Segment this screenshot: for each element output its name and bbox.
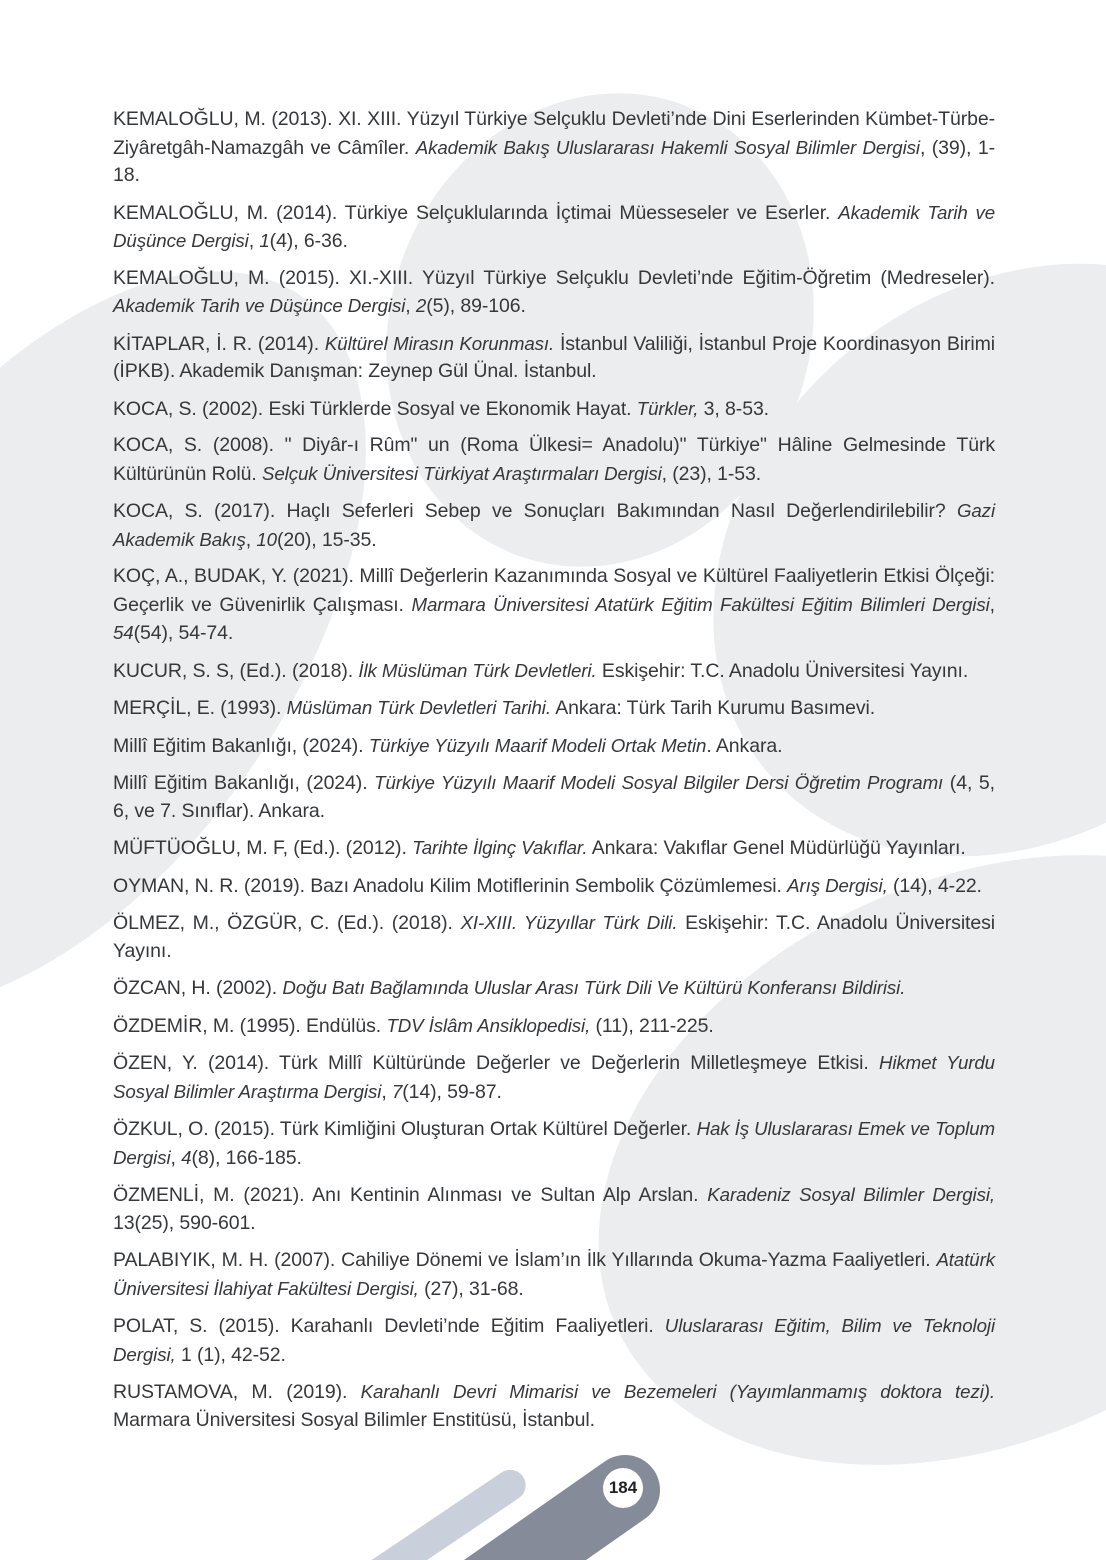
reference-text-segment: KOÇ, A., BUDAK, Y. (2021). Millî Değerlerin Kazanımında Sosyal ve Kültürel Faaliyetlerin Etkisi Ölçeği: Geçerlik ve Güvenirlik Çalışması. <box>113 565 995 616</box>
reference-text-segment: ÖZCAN, H. (2002). <box>113 977 283 999</box>
reference-text-segment: 1 (1), 42-52. <box>175 1343 286 1366</box>
reference-journal-segment: Karahanlı Devri Mimarisi ve Bezemeleri (Yayımlanmamış doktora tezi). <box>360 1381 995 1402</box>
reference-text-segment: KOCA, S. (2017). Haçlı Seferleri Sebep ve Sonuçları Bakımından Nasıl Değerlendirilebilir? <box>113 500 957 522</box>
reference-text-segment: MÜFTÜOĞLU, M. F, (Ed.). (2012). <box>113 837 413 859</box>
reference-item <box>113 1312 995 1369</box>
reference-item <box>113 694 995 723</box>
reference-text-segment: , <box>245 528 257 551</box>
reference-text-segment: MERÇİL, E. (1993). <box>113 697 287 719</box>
reference-item <box>113 1049 995 1106</box>
reference-text-segment: KUCUR, S. S, (Ed.). (2018). <box>113 659 359 682</box>
reference-text-segment: , (39), 1-18. <box>113 136 995 186</box>
reference-journal-segment: Müslüman Türk Devletleri Tarihi. <box>286 697 551 718</box>
reference-item <box>113 872 995 901</box>
reference-item <box>113 432 995 488</box>
reference-text-segment: KOCA, S. (2002). Eski Türklerde Sosyal ve Ekonomik Hayat. <box>113 397 637 420</box>
reference-text-segment: (14), 4-22. <box>887 874 982 897</box>
reference-text-segment: (27), 31-68. <box>418 1277 524 1300</box>
reference-text-segment: (11), 211-225. <box>590 1014 714 1037</box>
reference-text-segment: (14), 59-87. <box>402 1080 502 1103</box>
reference-journal-segment: Gazi Akademik Bakış <box>113 500 995 550</box>
reference-journal-segment: Akademik Tarih ve Düşünce Dergisi <box>113 201 996 251</box>
reference-journal-segment: 2 <box>415 295 427 316</box>
reference-journal-segment: İlk Müslüman Türk Devletleri. <box>358 659 597 681</box>
reference-journal-segment: Akademik Bakış Uluslararası Hakemli Sosyal Bilimler Dergisi <box>415 136 920 158</box>
reference-text-segment: POLAT, S. (2015). Karahanlı Devleti’nde Eğitim Faaliyetleri. <box>113 1315 665 1337</box>
reference-journal-segment: Tarihte İlginç Vakıflar. <box>412 837 588 858</box>
reference-text-segment: , <box>989 593 995 616</box>
reference-text-segment: 3, 8-53. <box>698 397 770 420</box>
reference-text-segment: 13(25), 590-601. <box>113 1211 256 1234</box>
reference-item <box>113 732 995 761</box>
reference-text-segment: ÖLMEZ, M., ÖZGÜR, C. (Ed.). (2018). <box>113 912 461 934</box>
reference-journal-segment: 1 <box>259 230 270 251</box>
reference-item <box>113 909 995 965</box>
reference-text-segment: (8), 166-185. <box>191 1146 302 1169</box>
reference-text-segment: KİTAPLAR, İ. R. (2014). <box>113 332 325 355</box>
reference-item <box>113 657 995 686</box>
reference-text-segment: Millî Eğitim Bakanlığı, (2024). <box>113 734 369 757</box>
reference-journal-segment: Uluslararası Eğitim, Bilim ve Teknoloji Dergisi, <box>113 1315 995 1365</box>
reference-text-segment: KEMALOĞLU, M. (2014). Türkiye Selçuklularında İçtimai Müesseseler ve Eserler. <box>113 201 839 224</box>
reference-journal-segment: Doğu Batı Bağlamında Uluslar Arası Türk Dili Ve Kültürü Konferansı Bildirisi. <box>282 977 906 998</box>
reference-journal-segment: Akademik Tarih ve Düşünce Dergisi <box>113 295 406 316</box>
reference-journal-segment: Türkiye Yüzyılı Maarif Modeli Ortak Metin <box>368 734 707 756</box>
reference-journal-segment: 4 <box>181 1146 192 1168</box>
reference-text-segment: RUSTAMOVA, M. (2019). <box>113 1381 361 1403</box>
reference-text-segment: KOCA, S. (2008). " Diyâr-ı Rûm" un (Roma Ülkesi= Anadolu)" Türkiye" Hâline Gelmesinde Türk Kültürünün Rolü. <box>113 434 995 485</box>
reference-item <box>113 265 995 321</box>
reference-text-segment: (20), 15-35. <box>276 528 377 551</box>
reference-text-segment: , <box>248 230 260 252</box>
reference-journal-segment: Türkiye Yüzyılı Maarif Modeli Sosyal Bilgiler Dersi Öğretim Programı <box>374 772 944 793</box>
page-number: 184 <box>608 1478 638 1497</box>
reference-journal-segment: Karadeniz Sosyal Bilimler Dergisi, <box>707 1184 996 1205</box>
reference-text-segment: ÖZKUL, O. (2015). Türk Kimliğini Oluşturan Ortak Kültürel Değerler. <box>113 1118 697 1140</box>
reference-text-segment: , <box>381 1080 392 1103</box>
reference-item <box>113 199 995 256</box>
reference-journal-segment: Hak İş Uluslararası Emek ve Toplum Dergisi <box>113 1118 995 1168</box>
reference-journal-segment: Selçuk Üniversitesi Türkiyat Araştırmaları Dergisi <box>261 462 662 484</box>
reference-item <box>113 974 995 1003</box>
reference-text-segment: Marmara Üniversitesi Sosyal Bilimler Enstitüsü, İstanbul. <box>113 1408 595 1431</box>
reference-journal-segment: Hikmet Yurdu Sosyal Bilimler Araştırma Dergisi <box>113 1052 995 1102</box>
reference-text-segment: , <box>405 295 416 317</box>
reference-journal-segment: XI-XIII. Yüzyıllar Türk Dili. <box>460 912 678 933</box>
reference-text-segment: ÖZEN, Y. (2014). Türk Millî Kültüründe Değerler ve Değerlerin Milletleşmeye Etkisi. <box>113 1052 879 1074</box>
reference-text-segment: PALABIYIK, M. H. (2007). Cahiliye Dönemi ve İslam’ın İlk Yıllarında Okuma-Yazma Faaliyetleri. <box>113 1249 937 1271</box>
reference-text-segment: (5), 89-106. <box>426 295 526 317</box>
reference-journal-segment: Arış Dergisi, <box>787 874 888 896</box>
reference-text-segment: . Ankara. <box>706 734 783 757</box>
reference-item <box>113 106 995 190</box>
reference-item <box>113 395 995 424</box>
reference-journal-segment: Marmara Üniversitesi Atatürk Eğitim Fakültesi Eğitim Bilimleri Dergisi <box>411 593 990 615</box>
reference-item <box>113 1115 995 1172</box>
references-list <box>113 106 995 1443</box>
reference-text-segment: KEMALOĞLU, M. (2013). XI. XIII. Yüzyıl Türkiye Selçuklu Devleti’nde Dini Eserlerinden Kümbet-Türbe-Ziyâretgâh-Namazgâh ve Câmîler. <box>113 108 995 159</box>
reference-journal-segment: Türkler, <box>636 397 699 419</box>
reference-text-segment: , (23), 1-53. <box>661 462 762 485</box>
reference-item <box>113 769 995 825</box>
reference-journal-segment: Atatürk Üniversitesi İlahiyat Fakültesi Dergisi, <box>113 1249 995 1299</box>
reference-text-segment: ÖZDEMİR, M. (1995). Endülüs. <box>113 1014 387 1037</box>
reference-text-segment: Ankara: Vakıflar Genel Müdürlüğü Yayınları. <box>587 837 966 859</box>
reference-journal-segment: 10 <box>256 528 277 550</box>
reference-text-segment: Ankara: Türk Tarih Kurumu Basımevi. <box>550 697 876 719</box>
reference-text-segment: Eskişehir: T.C. Anadolu Üniversitesi Yayını. <box>596 659 969 682</box>
reference-item <box>113 1012 995 1041</box>
reference-item <box>113 834 995 863</box>
reference-journal-segment: 7 <box>391 1080 403 1102</box>
reference-text-segment: KEMALOĞLU, M. (2015). XI.-XIII. Yüzyıl Türkiye Selçuklu Devleti’nde Eğitim-Öğretim (Medreseler). <box>113 266 995 289</box>
reference-journal-segment: TDV İslâm Ansiklopedisi, <box>386 1014 591 1036</box>
reference-item <box>113 1246 995 1303</box>
reference-text-segment: Eskişehir: T.C. Anadolu Üniversitesi Yayını. <box>113 912 995 962</box>
reference-text-segment: , <box>170 1146 182 1169</box>
reference-journal-segment: 54 <box>113 622 134 643</box>
reference-text-segment: ÖZMENLİ, M. (2021). Anı Kentinin Alınması ve Sultan Alp Arslan. <box>113 1184 708 1206</box>
reference-item <box>113 330 995 386</box>
reference-item <box>113 563 995 648</box>
reference-item <box>113 1378 995 1434</box>
reference-text-segment: (4, 5, 6, ve 7. Sınıflar). Ankara. <box>113 772 995 822</box>
reference-item <box>113 1181 995 1237</box>
page-number-badge <box>603 1468 643 1508</box>
reference-journal-segment: Kültürel Mirasın Korunması. <box>324 332 555 354</box>
reference-text-segment: (54), 54-74. <box>133 622 234 644</box>
reference-text-segment: Millî Eğitim Bakanlığı, (2024). <box>113 772 375 794</box>
reference-text-segment: İstanbul Valiliği, İstanbul Proje Koordinasyon Birimi (İPKB). Akademik Danışman: Zeynep Gül Ünal. İstanbul. <box>113 332 995 382</box>
reference-text-segment: OYMAN, N. R. (2019). Bazı Anadolu Kilim Motiflerinin Sembolik Çözümlemesi. <box>113 874 788 897</box>
reference-item <box>113 497 995 554</box>
reference-text-segment: (4), 6-36. <box>269 230 348 252</box>
